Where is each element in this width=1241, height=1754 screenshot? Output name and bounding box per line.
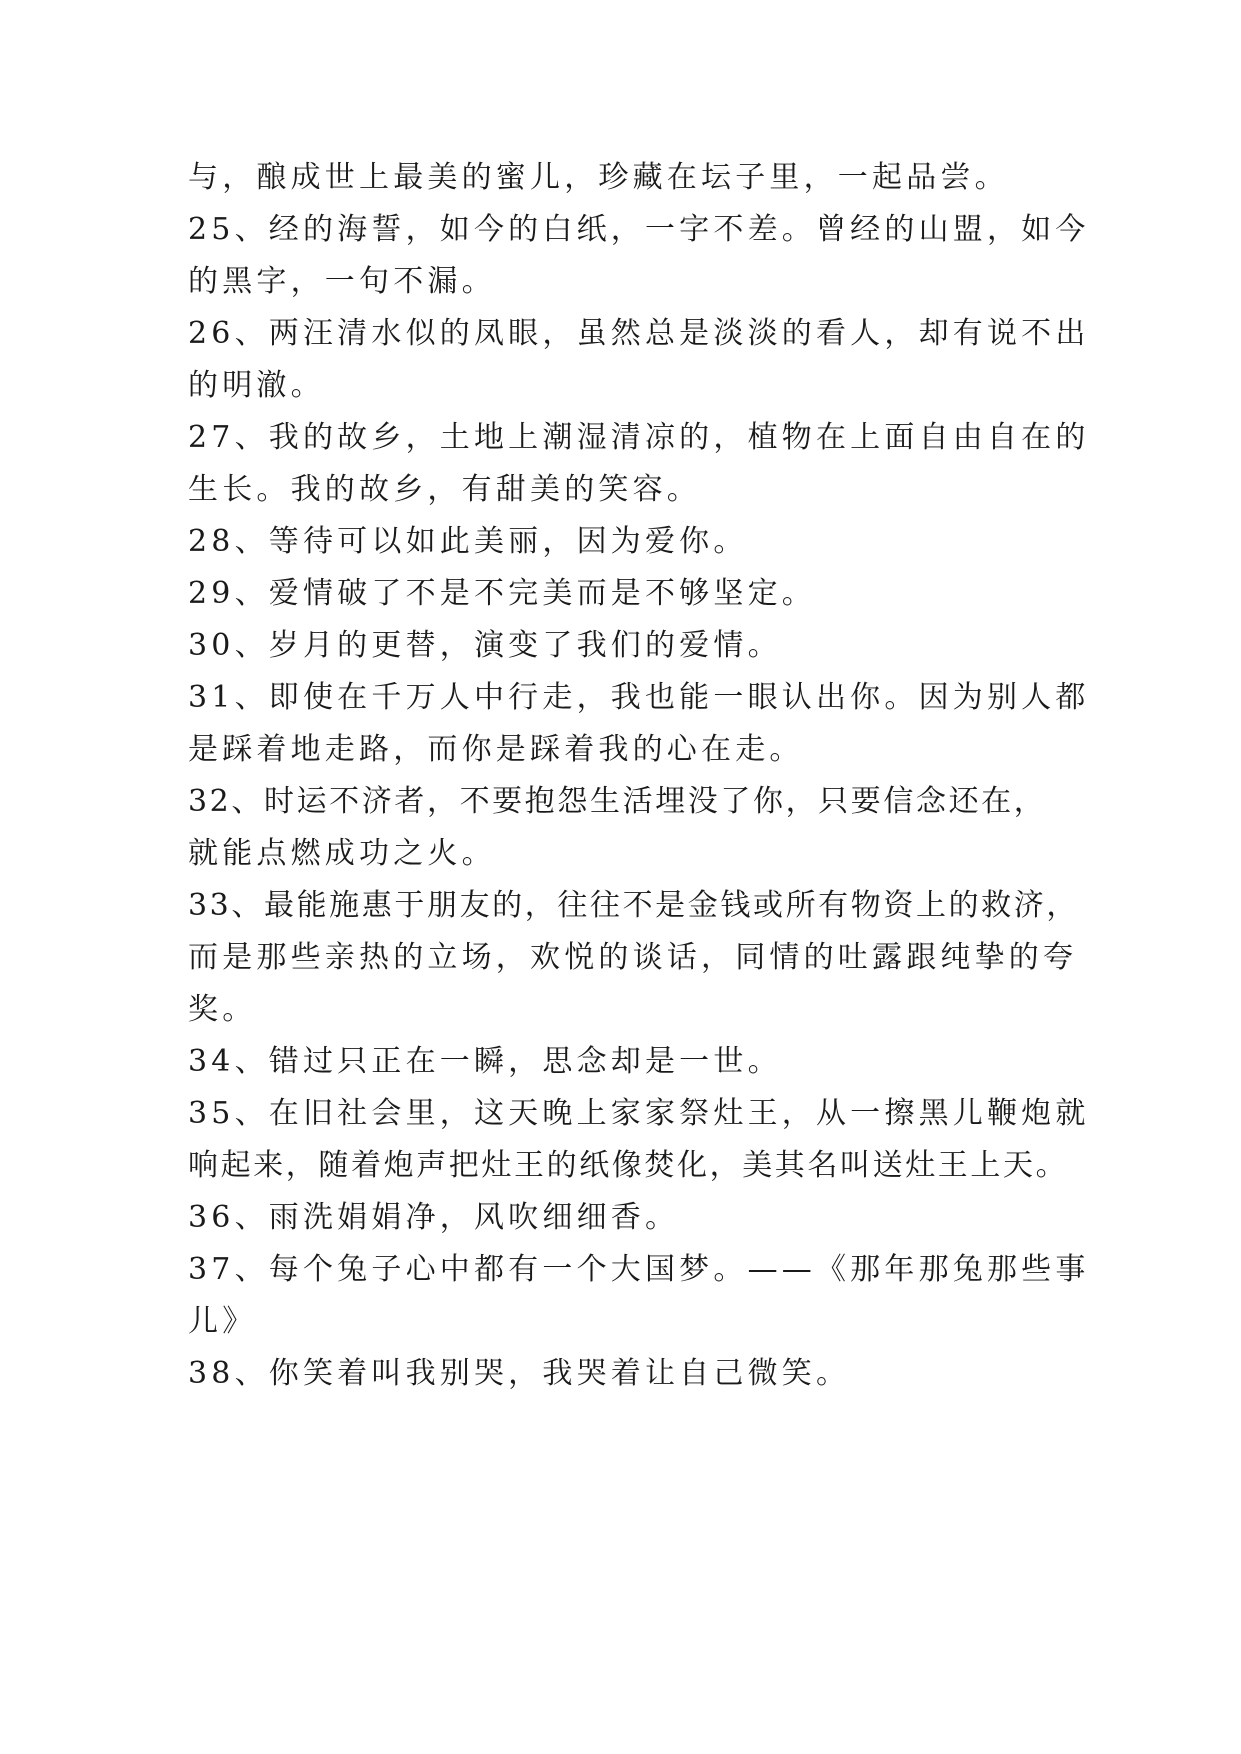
text-line: 儿》 (188, 1304, 257, 1339)
text-line: 33、最能施惠于朋友的，往往不是金钱或所有物资上的救济， (188, 888, 1079, 923)
text-line: 的黑字，一句不漏。 (188, 264, 496, 299)
text-line: 27、我的故乡，土地上潮湿清凉的，植物在上面自由自在的 (188, 420, 1090, 455)
text-line: 奖。 (188, 992, 257, 1027)
text-line: 37、每个兔子心中都有一个大国梦。——《那年那兔那些事 (188, 1252, 1090, 1287)
text-line: 生长。我的故乡，有甜美的笑容。 (188, 472, 701, 507)
text-line: 25、经的海誓，如今的白纸，一字不差。曾经的山盟，如今 (188, 212, 1090, 247)
text-line: 35、在旧社会里，这天晚上家家祭灶王，从一擦黑儿鞭炮就 (188, 1096, 1090, 1131)
text-line: 29、爱情破了不是不完美而是不够坚定。 (188, 576, 816, 611)
text-line: 34、错过只正在一瞬，思念却是一世。 (188, 1044, 782, 1079)
text-line: 就能点燃成功之火。 (188, 836, 496, 871)
text-line: 而是那些亲热的立场，欢悦的谈话，同情的吐露跟纯挚的夸 (188, 940, 1078, 975)
text-line: 26、两汪清水似的凤眼，虽然总是淡淡的看人，却有说不出 (188, 316, 1090, 351)
text-line: 31、即使在千万人中行走，我也能一眼认出你。因为别人都 (188, 680, 1090, 715)
text-line: 30、岁月的更替，演变了我们的爱情。 (188, 628, 782, 663)
text-line: 38、你笑着叫我别哭，我哭着让自己微笑。 (188, 1356, 851, 1391)
text-line: 36、雨洗娟娟净，风吹细细香。 (188, 1200, 680, 1235)
text-line: 与，酿成世上最美的蜜儿，珍藏在坛子里，一起品尝。 (188, 160, 1009, 195)
text-line: 是踩着地走路，而你是踩着我的心在走。 (188, 732, 804, 767)
text-line: 响起来，随着炮声把灶王的纸像焚化，美其名叫送灶王上天。 (188, 1148, 1069, 1183)
text-line: 的明澈。 (188, 368, 325, 403)
text-line: 28、等待可以如此美丽，因为爱你。 (188, 524, 748, 559)
text-line: 32、时运不济者，不要抱怨生活埋没了你，只要信念还在， (188, 784, 1047, 819)
